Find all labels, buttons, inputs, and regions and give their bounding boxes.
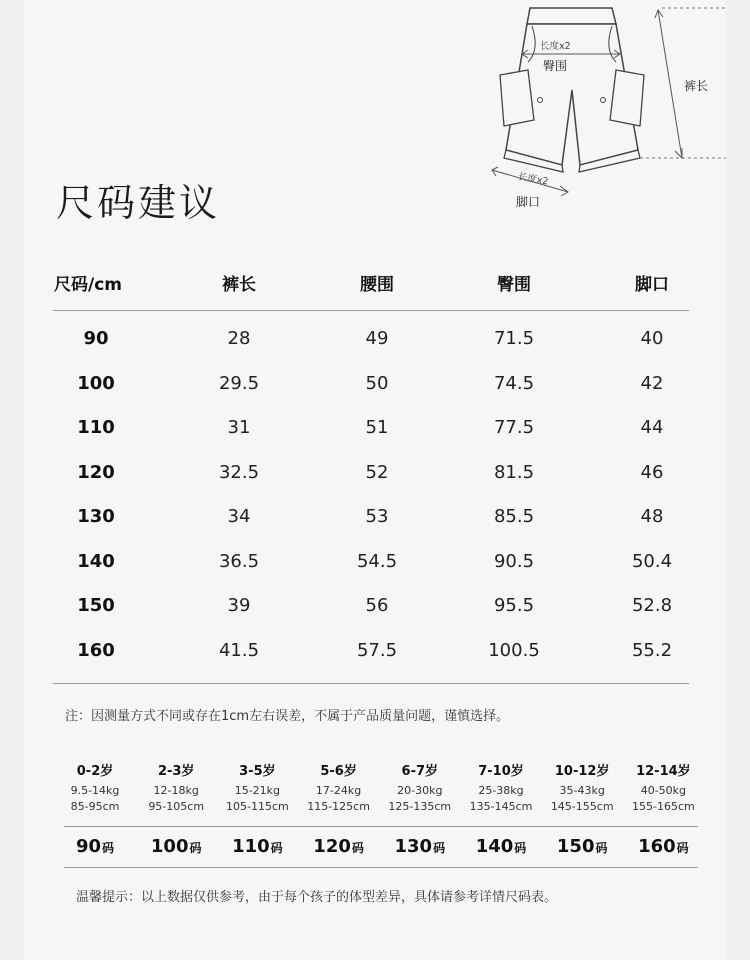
age-guide-item xyxy=(541,760,623,813)
size-code-unit: 码 xyxy=(351,841,364,855)
cell-waist: 57.5 xyxy=(356,639,398,661)
cell-waist: 49 xyxy=(365,328,389,349)
cell-size: 120 xyxy=(77,461,115,483)
cell-size: 140 xyxy=(77,550,115,572)
age-guide-height: 135-145cm xyxy=(469,800,533,813)
size-code xyxy=(135,836,217,857)
cell-waist: 54.5 xyxy=(356,550,398,572)
col-header-pants-length: 裤长 xyxy=(222,275,256,295)
age-guide-age: 0-2岁 xyxy=(76,764,114,779)
age-guide-weight: 12-18kg xyxy=(153,784,199,797)
age-guide-weight: 40-50kg xyxy=(640,784,687,797)
leg-opening-label: 脚口 xyxy=(516,195,541,209)
cell-hip: 71.5 xyxy=(493,328,535,349)
size-code xyxy=(379,836,461,857)
age-guide-weight: 15-21kg xyxy=(234,784,281,797)
size-code-unit: 码 xyxy=(514,841,527,855)
table-row xyxy=(53,452,689,496)
size-code-number: 150 xyxy=(556,836,595,857)
cell-hip: 81.5 xyxy=(493,461,535,483)
cell-pants-length: 31 xyxy=(227,417,251,438)
cell-hip: 90.5 xyxy=(493,550,535,572)
table-row xyxy=(53,407,689,451)
size-code-number: 100 xyxy=(150,836,189,857)
age-guide-weight: 9.5-14kg xyxy=(70,784,120,797)
size-table-header xyxy=(53,262,689,302)
page-title: 尺码建议 xyxy=(56,181,221,225)
length-x2-bottom-label: 长度x2 xyxy=(517,171,550,188)
cell-hip: 74.5 xyxy=(493,372,535,394)
age-guide-item xyxy=(622,760,704,813)
cell-hip: 100.5 xyxy=(488,639,540,661)
size-code xyxy=(541,836,623,857)
age-guide-weight: 17-24kg xyxy=(315,784,362,797)
size-code-unit: 码 xyxy=(595,841,608,855)
cell-pants-length: 36.5 xyxy=(218,550,260,572)
tip-text: 温馨提示：以上数据仅供参考，由于每个孩子的体型差异，具体请参考详情尺码表。 xyxy=(76,890,558,905)
age-guide-bottom-divider xyxy=(64,867,698,868)
age-guide-item xyxy=(298,760,380,813)
cell-waist: 53 xyxy=(365,506,389,527)
age-guide-height: 145-155cm xyxy=(550,800,614,813)
size-code-unit: 码 xyxy=(433,841,446,855)
cell-hip: 77.5 xyxy=(493,417,535,438)
size-code-number: 130 xyxy=(394,836,433,857)
age-guide-top-divider xyxy=(64,826,698,827)
cell-pants-length: 32.5 xyxy=(218,461,260,483)
cell-leg-opening: 55.2 xyxy=(631,639,673,661)
cell-pants-length: 29.5 xyxy=(218,372,260,394)
shorts-diagram xyxy=(470,0,726,215)
cell-leg-opening: 40 xyxy=(640,328,664,349)
cell-pants-length: 39 xyxy=(227,595,251,616)
table-bottom-divider xyxy=(53,683,689,684)
age-guide-age: 6-7岁 xyxy=(401,764,439,779)
size-code-number: 160 xyxy=(638,836,676,857)
size-code-number: 120 xyxy=(313,836,351,857)
age-guide-item xyxy=(216,760,298,813)
measurement-note: 注：因测量方式不同或存在1cm左右误差，不属于产品质量问题，谨慎选择。 xyxy=(65,709,510,724)
cell-waist: 56 xyxy=(365,595,389,616)
size-code xyxy=(460,836,542,857)
age-guide-age: 12-14岁 xyxy=(636,764,691,779)
pants-length-label: 裤长 xyxy=(684,79,709,93)
age-guide-height: 85-95cm xyxy=(70,800,120,813)
age-guide-height: 155-165cm xyxy=(632,800,695,813)
age-guide-weight: 25-38kg xyxy=(478,784,524,797)
col-header-leg-opening: 脚口 xyxy=(635,275,669,295)
cell-waist: 51 xyxy=(365,417,389,438)
cell-size: 110 xyxy=(77,417,115,438)
age-guide-height: 95-105cm xyxy=(148,800,205,813)
cell-size: 150 xyxy=(77,595,115,616)
size-code-unit: 码 xyxy=(676,841,689,855)
cell-size: 90 xyxy=(83,328,109,349)
age-guide-item xyxy=(379,760,461,813)
age-guide-height: 105-115cm xyxy=(226,800,289,813)
col-header-hip: 臀围 xyxy=(497,275,531,295)
hip-label: 臀围 xyxy=(543,59,568,73)
age-guide-age: 5-6岁 xyxy=(320,764,357,779)
cell-hip: 85.5 xyxy=(493,506,535,527)
cell-size: 160 xyxy=(77,639,115,661)
size-code-number: 90 xyxy=(75,836,102,857)
table-row xyxy=(53,318,689,362)
table-row xyxy=(53,585,689,629)
cell-leg-opening: 44 xyxy=(640,417,664,438)
age-guide-height: 115-125cm xyxy=(307,800,370,813)
length-x2-top-label: 长度x2 xyxy=(540,41,571,52)
age-guide-age: 2-3岁 xyxy=(157,764,195,779)
cell-leg-opening: 48 xyxy=(640,506,664,527)
size-code-unit: 码 xyxy=(102,841,115,855)
age-guide-age: 10-12岁 xyxy=(554,764,610,779)
table-row xyxy=(53,630,689,674)
cell-leg-opening: 42 xyxy=(640,372,664,394)
cell-leg-opening: 50.4 xyxy=(631,550,673,572)
cell-leg-opening: 46 xyxy=(640,461,664,483)
age-guide-age: 3-5岁 xyxy=(239,764,276,779)
table-row xyxy=(53,363,689,407)
size-code-unit: 码 xyxy=(189,841,202,855)
cell-size: 130 xyxy=(77,506,115,527)
col-header-waist: 腰围 xyxy=(360,275,394,295)
cell-waist: 52 xyxy=(365,461,389,483)
cell-size: 100 xyxy=(77,372,115,394)
age-guide-weight: 20-30kg xyxy=(397,784,443,797)
cell-leg-opening: 52.8 xyxy=(631,595,673,616)
age-guide-height: 125-135cm xyxy=(388,800,452,813)
size-code xyxy=(216,836,298,857)
cell-hip: 95.5 xyxy=(493,595,535,616)
table-row xyxy=(53,496,689,540)
shorts-illustration xyxy=(470,0,726,215)
age-guide-item xyxy=(460,760,542,813)
age-guide-weight: 35-43kg xyxy=(559,784,605,797)
cell-waist: 50 xyxy=(365,372,389,394)
size-code-number: 110 xyxy=(232,836,270,857)
age-guide-age: 7-10岁 xyxy=(478,764,524,779)
cell-pants-length: 34 xyxy=(227,506,251,527)
cell-pants-length: 41.5 xyxy=(218,639,260,661)
size-code xyxy=(622,836,704,857)
size-code-number: 140 xyxy=(475,836,514,857)
age-guide-item xyxy=(54,760,136,813)
table-row xyxy=(53,541,689,585)
age-guide-item xyxy=(135,760,217,813)
table-top-divider xyxy=(53,310,689,311)
size-code xyxy=(54,836,136,857)
col-header-size: 尺码/cm xyxy=(54,275,122,295)
size-code xyxy=(298,836,380,857)
size-code-unit: 码 xyxy=(270,841,283,855)
cell-pants-length: 28 xyxy=(227,328,251,349)
